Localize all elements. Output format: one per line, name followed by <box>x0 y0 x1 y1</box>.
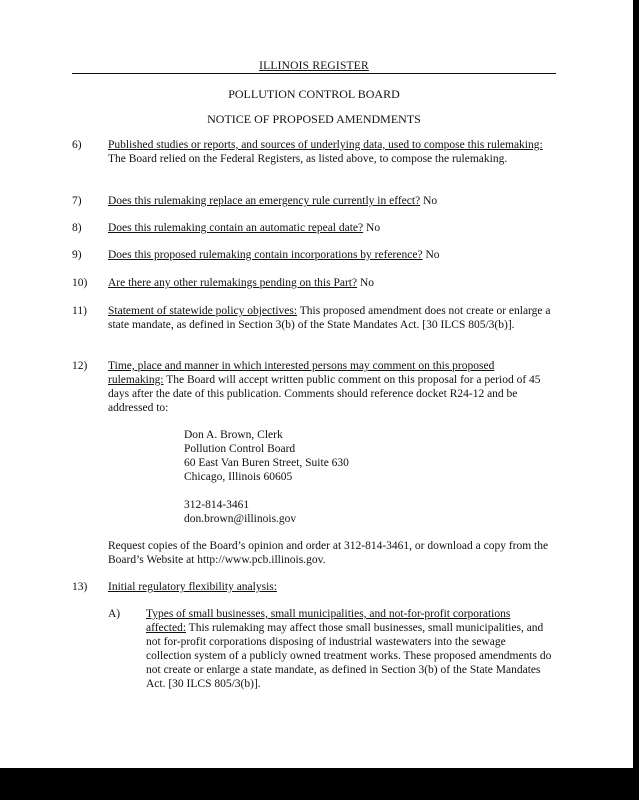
item-10 <box>72 276 552 290</box>
item-number: 13) <box>72 581 88 593</box>
item-text: No <box>357 277 375 289</box>
item-number: 7) <box>72 195 82 207</box>
item-number: 11) <box>72 305 87 317</box>
item-6 <box>72 138 552 166</box>
header-rule <box>72 73 556 74</box>
item-number: 8) <box>72 222 82 234</box>
item-13-a <box>108 607 552 691</box>
item-text: No <box>420 195 438 207</box>
item-text: The Board relied on the Federal Registers, as listed above, to compose the rulemaking. <box>108 153 508 165</box>
item-7 <box>72 194 552 208</box>
item-number: 10) <box>72 277 88 289</box>
item-13 <box>72 580 552 594</box>
clerk-city: Chicago, Illinois 60605 <box>184 471 293 483</box>
board-title: POLLUTION CONTROL BOARD <box>228 87 400 101</box>
register-title: ILLINOIS REGISTER <box>259 60 369 72</box>
item-8 <box>72 221 552 235</box>
item-11 <box>72 304 552 332</box>
item-text: No <box>363 222 381 234</box>
item-heading: Does this rulemaking replace an emergency rule currently in effect? <box>108 195 421 207</box>
address-block <box>184 428 349 526</box>
clerk-org: Pollution Control Board <box>184 443 296 455</box>
item-number: 6) <box>72 139 82 151</box>
item-12 <box>72 359 552 415</box>
clerk-phone: 312-814-3461 <box>184 499 250 511</box>
item-text: No <box>422 249 440 261</box>
item-heading: Are there any other rulemakings pending on this Part? <box>108 277 358 289</box>
item-heading: Does this rulemaking contain an automatic repeal date? <box>108 222 364 234</box>
item-text: This proposed amendment does not create or enlarge a state mandate, as defined in Section 3(b) of the State Mandates Act. [30 ILCS 805/3(b)]. <box>108 305 551 331</box>
item-heading: Does this proposed rulemaking contain incorporations by reference? <box>108 249 423 261</box>
item-heading: Published studies or reports, and sources of underlying data, used to compose this rulemaking: <box>108 139 543 151</box>
sub-heading: Types of small businesses, small municipalities, and not-for-profit corporations affected: <box>146 608 511 634</box>
clerk-street: 60 East Van Buren Street, Suite 630 <box>184 457 349 469</box>
item-heading: Statement of statewide policy objectives: <box>108 305 298 317</box>
item-number: 9) <box>72 249 82 261</box>
item-text: The Board will accept written public comment on this proposal for a period of 45 days after the date of this publication. Comments should reference docket R24-12 and be addressed to: <box>108 374 541 414</box>
sub-letter: A) <box>108 608 121 620</box>
clerk-email: don.brown@illinois.gov <box>184 513 297 525</box>
item-9 <box>72 248 552 262</box>
clerk-name: Don A. Brown, Clerk <box>184 429 283 441</box>
item-heading: Initial regulatory flexibility analysis: <box>108 581 277 593</box>
item-number: 12) <box>72 360 88 372</box>
request-copies-paragraph: Request copies of the Board’s opinion and order at 312-814-3461, or download a copy from the Board’s Website at http://www.pcb.illinois.gov. <box>108 540 549 566</box>
item-heading: Time, place and manner in which interested persons may comment on this proposed rulemaking: <box>108 360 495 386</box>
sub-text: This rulemaking may affect those small businesses, small municipalities, and not for-profit corporations disposing of industrial wastewaters into the sewage collection system of a publicly owned treatment works. These proposed amendments do not create or enlarge a state mandate, as defined in Section 3(b) of the State Mandates Act. [30 ILCS 805/3(b)]. <box>146 622 552 690</box>
notice-title: NOTICE OF PROPOSED AMENDMENTS <box>207 112 421 126</box>
